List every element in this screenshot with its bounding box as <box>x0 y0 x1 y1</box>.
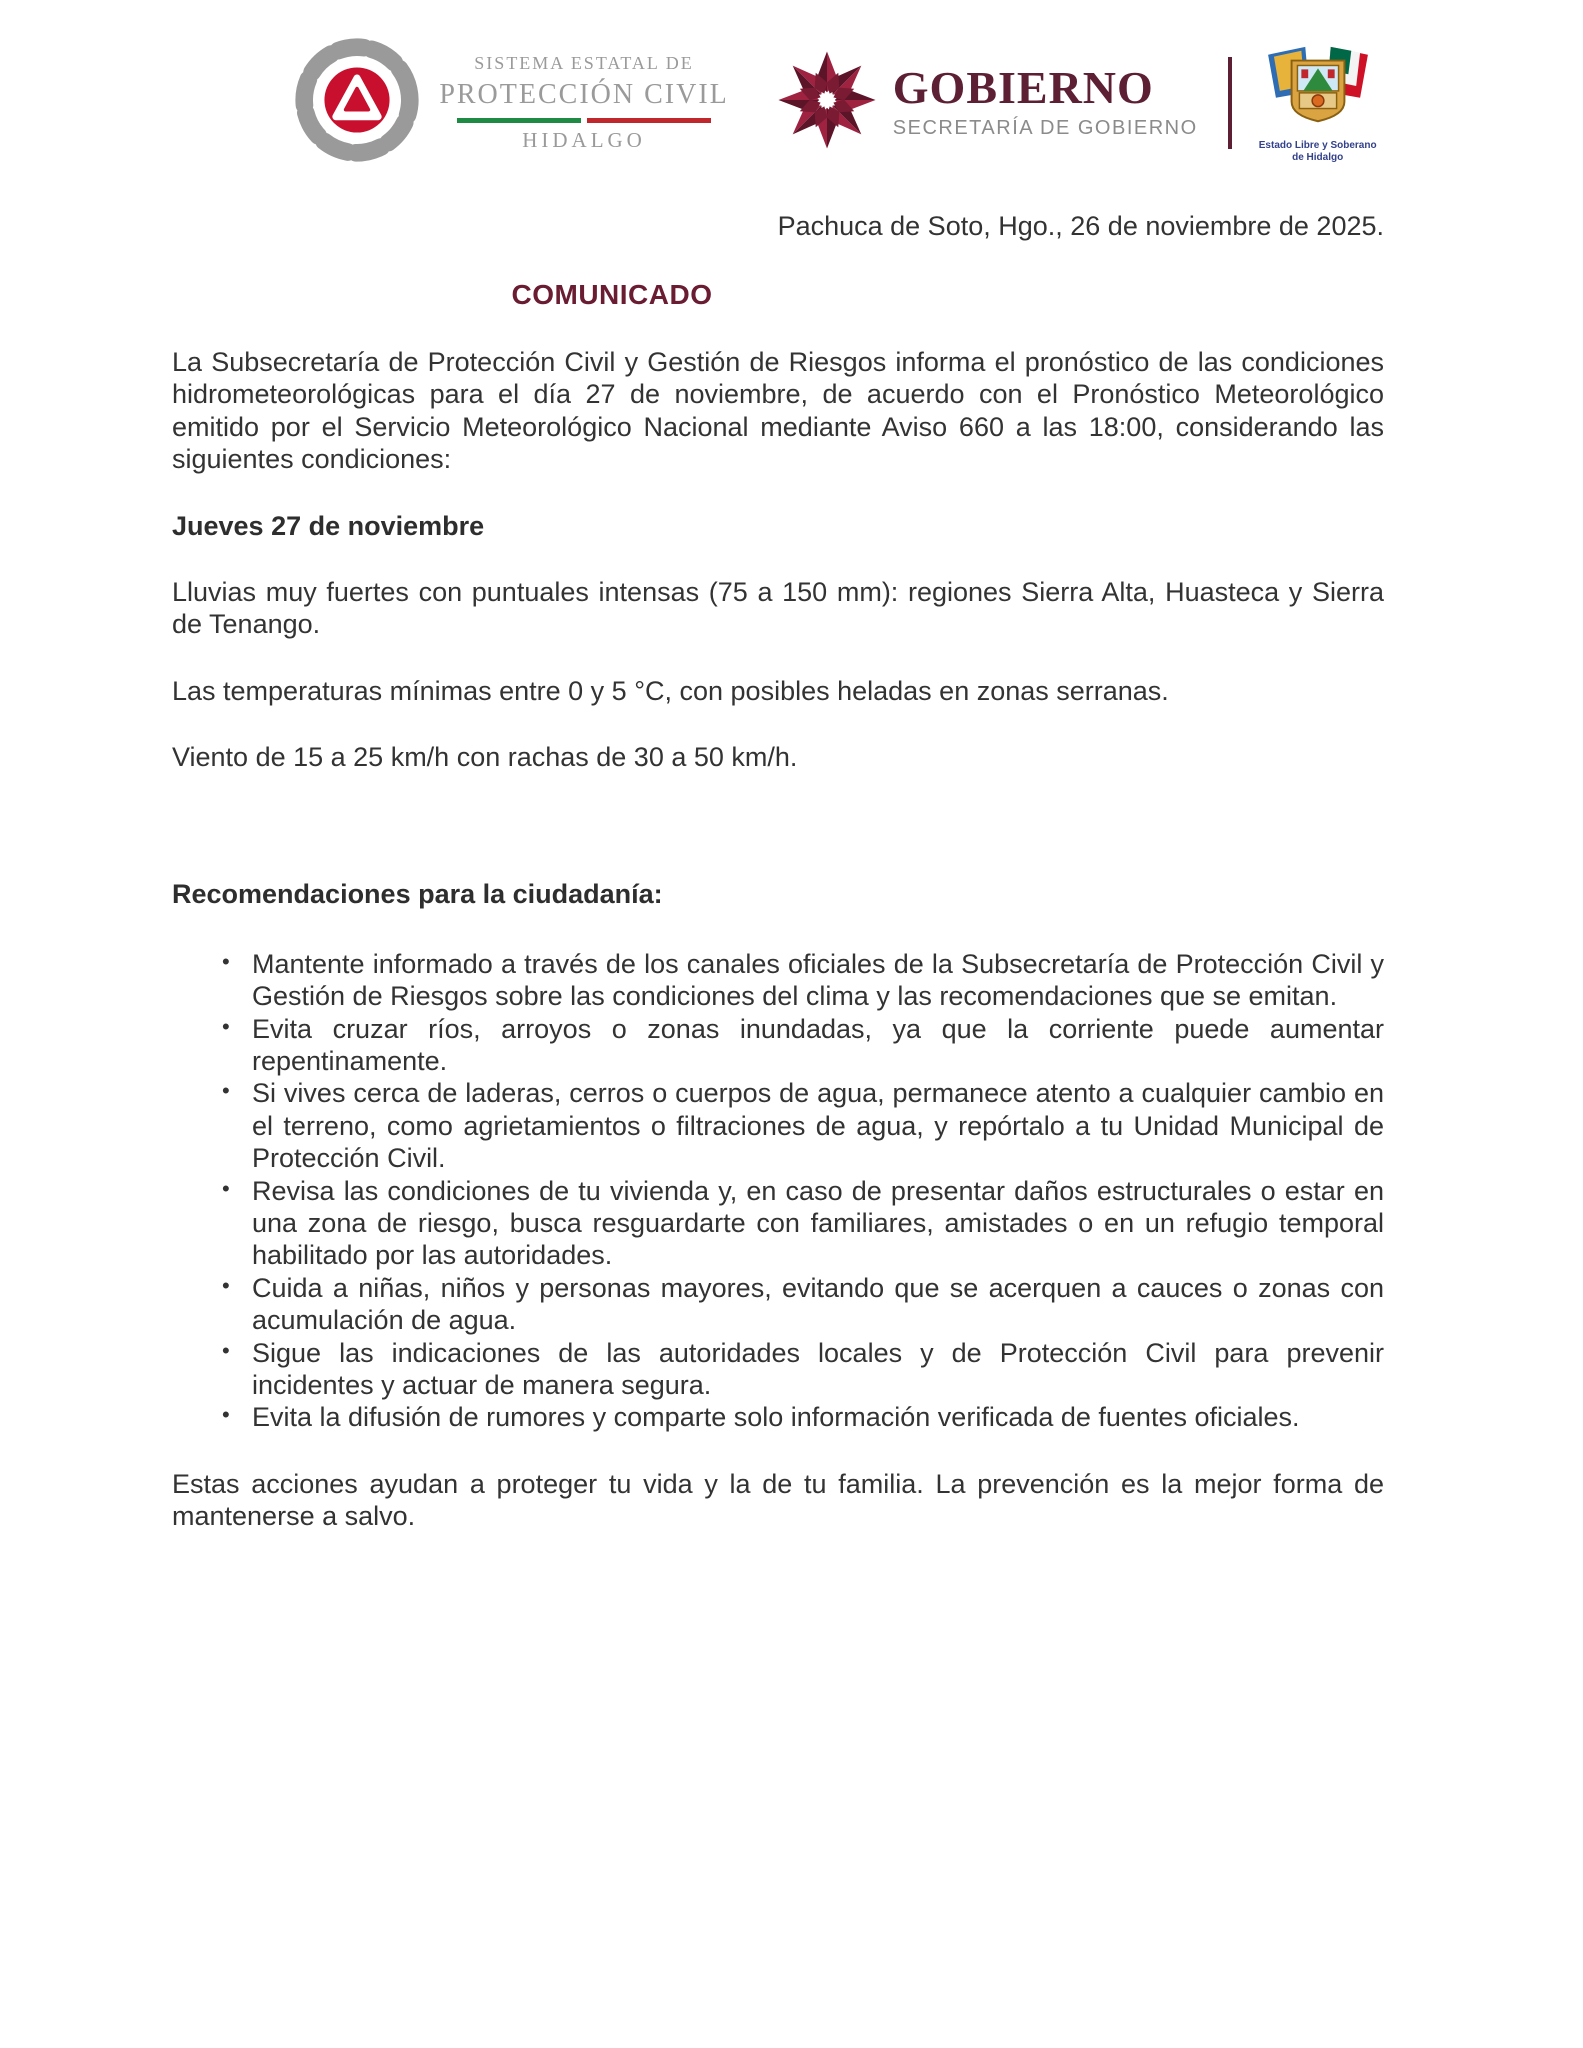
gobierno-wordmark <box>892 62 1198 140</box>
gobierno-logo <box>775 48 1198 157</box>
pc-wordmark-line1: SISTEMA ESTATAL DE <box>474 53 694 74</box>
gobierno-star-icon <box>775 48 879 157</box>
document-body <box>172 210 1384 1533</box>
underline-green-segment <box>457 118 581 123</box>
tricolor-underline <box>457 118 710 123</box>
coat-of-arms-caption <box>1254 140 1382 165</box>
title-row <box>172 278 1052 312</box>
coat-caption-line2: de Hidalgo <box>1292 152 1344 163</box>
recommendation-item: • Si vives cerca de laderas, cerros o cuerpos de agua, permanece atento a cualquier cambio en el terreno, como agrietamientos o filtraciones de agua, y repórtalo a tu Unidad Municipal de Protección Civil. <box>172 1077 1384 1174</box>
recommendation-item: • Cuida a niñas, niños y personas mayores, evitando que se acerquen a cauces o zonas con acumulación de agua. <box>172 1272 1384 1337</box>
recommendation-item: • Mantente informado a través de los canales oficiales de la Subsecretaría de Protección Civil y Gestión de Riesgos sobre las condiciones del clima y las recomendaciones que se emitan. <box>172 948 1384 1013</box>
pc-wordmark-line2: PROTECCIÓN CIVIL <box>439 78 729 110</box>
gobierno-subtitle: SECRETARÍA DE GOBIERNO <box>892 117 1198 139</box>
recommendations-heading: Recomendaciones para la ciudadanía: <box>172 878 663 909</box>
gobierno-title: GOBIERNO <box>892 62 1154 113</box>
proteccion-civil-wordmark <box>439 52 728 153</box>
recommendation-item: • Sigue las indicaciones de las autoridades locales y de Protección Civil para prevenir incidentes y actuar de manera segura. <box>172 1337 1384 1402</box>
underline-red-segment <box>587 118 711 123</box>
temperature-paragraph: Las temperaturas mínimas entre 0 y 5 °C, con posibles heladas en zonas serranas. <box>172 675 1169 706</box>
forecast-heading: Jueves 27 de noviembre <box>172 510 485 541</box>
recommendation-item: • Revisa las condiciones de tu vivienda y, en caso de presentar daños estructurales o estar en una zona de riesgo, busca resguardarte con familiares, amistades o en un refugio temporal habilitado por las autoridades. <box>172 1175 1384 1272</box>
closing-paragraph: Estas acciones ayudan a proteger tu vida y la de tu familia. La prevención es la mejor forma de mantenerse a salvo. <box>172 1468 1384 1532</box>
proteccion-civil-emblem-icon <box>291 34 423 171</box>
date-line: Pachuca de Soto, Hgo., 26 de noviembre de 2025. <box>777 211 1384 241</box>
proteccion-civil-logo <box>291 34 728 171</box>
rain-paragraph: Lluvias muy fuertes con puntuales intensas (75 a 150 mm): regiones Sierra Alta, Huasteca y Sierra de Tenango. <box>172 576 1384 640</box>
document-title: COMUNICADO <box>511 279 713 311</box>
hidalgo-coat-of-arms <box>1254 41 1382 165</box>
letterhead <box>90 0 1583 171</box>
recommendations-list <box>172 948 1384 1434</box>
recommendation-item: • Evita la difusión de rumores y comparte solo información verificada de fuentes oficiales. <box>172 1401 1384 1433</box>
wind-paragraph: Viento de 15 a 25 km/h con rachas de 30 a 50 km/h. <box>172 742 798 773</box>
coat-caption-line1: Estado Libre y Soberano <box>1258 139 1377 151</box>
intro-paragraph: La Subsecretaría de Protección Civil y Gestión de Riesgos informa el pronóstico de las condiciones hidrometeorológicas para el día 27 de noviembre, de acuerdo con el Pronóstico Meteorológico emitido por el Servicio Meteorológico Nacional mediante Aviso 660 a las 18:00, considerando las siguientes condiciones: <box>172 346 1384 475</box>
recommendation-item: • Evita cruzar ríos, arroyos o zonas inundadas, ya que la corriente puede aumentar repentinamente. <box>172 1013 1384 1078</box>
pc-wordmark-line3: HIDALGO <box>522 127 646 152</box>
header-separator <box>1228 57 1232 149</box>
hidalgo-coat-of-arms-icon <box>1254 120 1382 137</box>
